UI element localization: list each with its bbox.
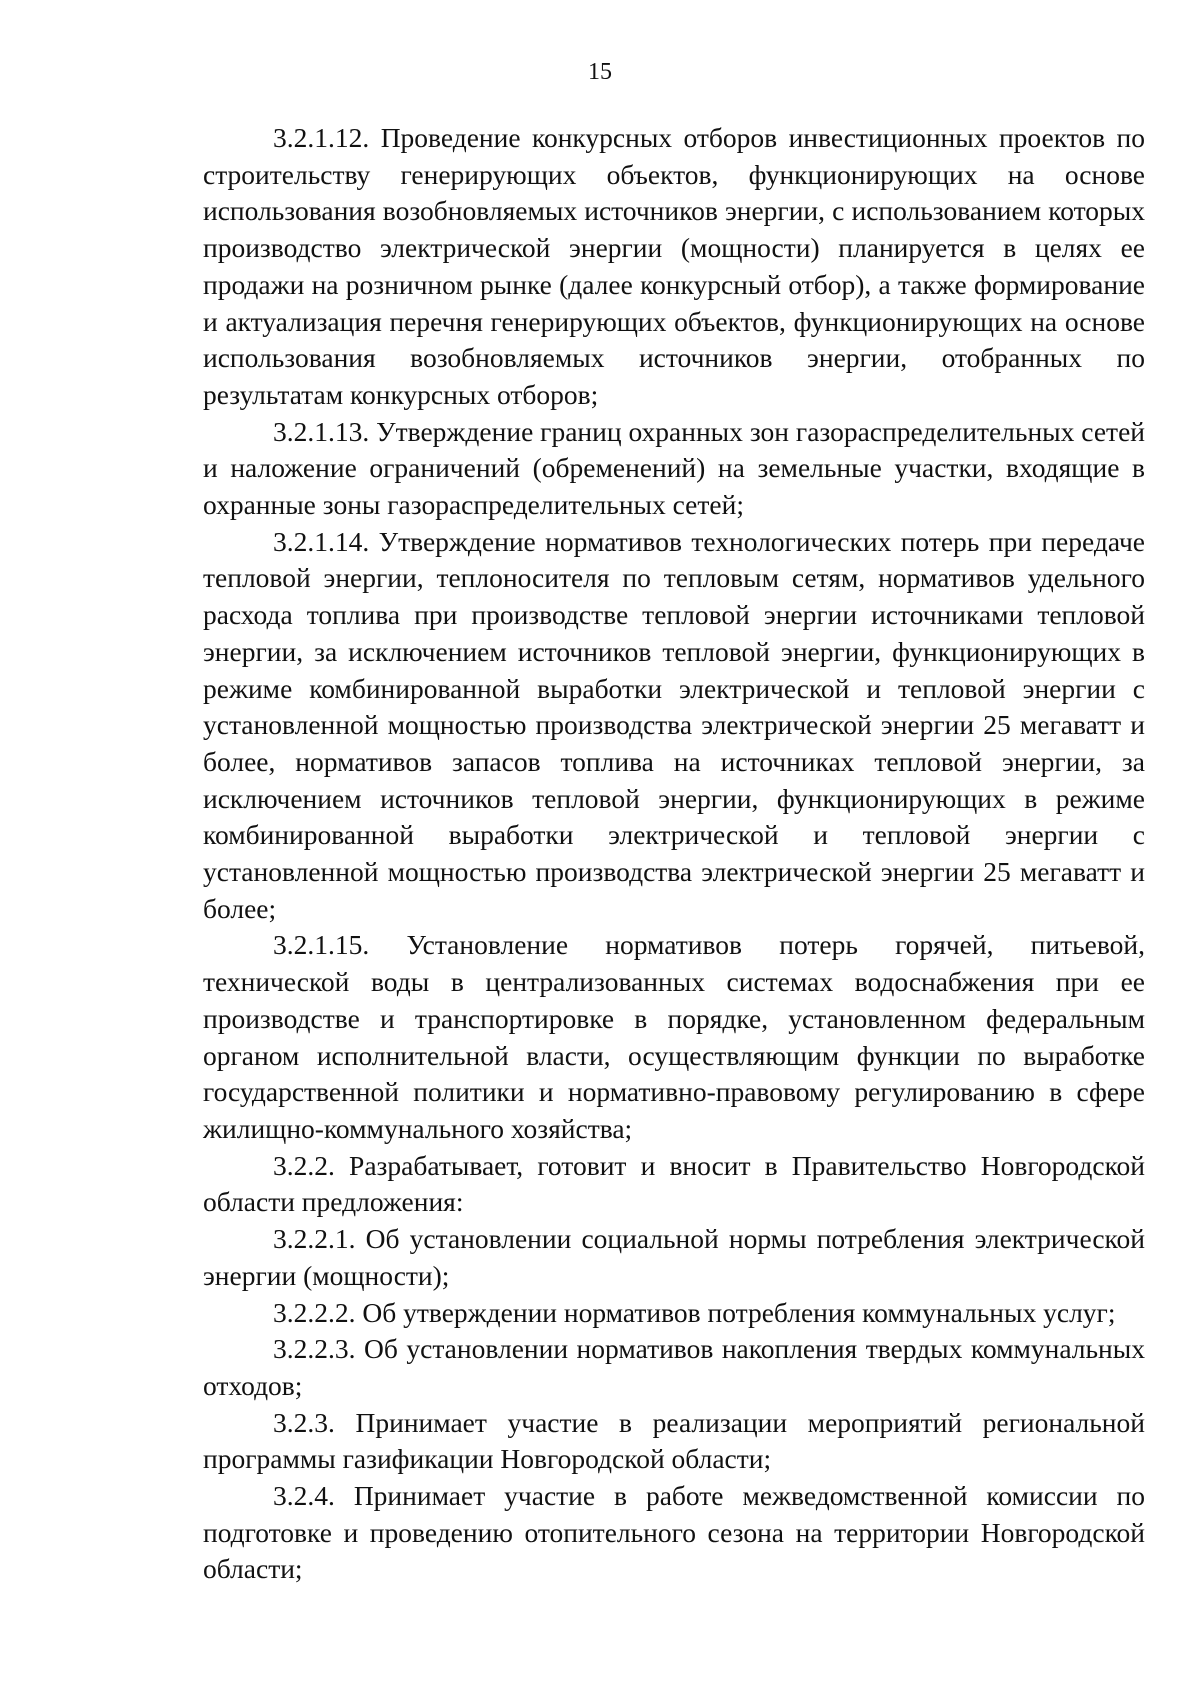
- paragraph-3-2-2-2: 3.2.2.2. Об утверждении нормативов потребления коммунальных услуг;: [273, 1296, 1116, 1328]
- paragraph-3-2-2-1: 3.2.2.1. Об установлении социальной нормы потребления электрической энергии (мощности);: [203, 1223, 1145, 1291]
- paragraph-3-2-1-12: 3.2.1.12. Проведение конкурсных отборов инвестиционных проектов по строительству генерирующих объектов, функционирующих на основе использования возобновляемых источников энергии, с использованием которых производство электрической энергии (мощности) планируется в целях ее продажи на розничном рынке (далее конкурсный отбор), а также формирование и актуализация перечня генерирующих объектов, функционирующих на основе использования возобновляемых источников энергии, отобранных по результатам конкурсных отборов;: [203, 122, 1145, 410]
- paragraph-3-2-1-13: 3.2.1.13. Утверждение границ охранных зон газораспределительных сетей и наложение ограничений (обременений) на земельные участки, входящие в охранные зоны газораспределительных сетей;: [203, 415, 1145, 521]
- page-number: 15: [588, 59, 612, 85]
- paragraph-3-2-2: 3.2.2. Разрабатывает, готовит и вносит в Правительство Новгородской области предложения:: [203, 1149, 1145, 1218]
- document-body: [203, 120, 1145, 1588]
- paragraph-3-2-2-3: 3.2.2.3. Об установлении нормативов накопления твердых коммунальных отходов;: [203, 1333, 1145, 1401]
- paragraph-3-2-1-14: 3.2.1.14. Утверждение нормативов технологических потерь при передаче тепловой энергии, теплоносителя по тепловым сетям, нормативов удельного расхода топлива при производстве тепловой энергии источниками тепловой энергии, за исключением источников тепловой энергии, функционирующих в режиме комбинированной выработки электрической и тепловой энергии с установленной мощностью производства электрической энергии 25 мегаватт и более, нормативов запасов топлива на источниках тепловой энергии, за исключением источников тепловой энергии, функционирующих в режиме комбинированной выработки электрической и тепловой энергии с установленной мощностью производства электрической энергии 25 мегаватт и более;: [203, 525, 1145, 924]
- paragraph-3-2-3: 3.2.3. Принимает участие в реализации мероприятий региональной программы газификации Новгородской области;: [203, 1406, 1145, 1475]
- paragraph-3-2-4: 3.2.4. Принимает участие в работе межведомственной комиссии по подготовке и проведению отопительного сезона на территории Новгородской области;: [203, 1480, 1145, 1585]
- paragraph-3-2-1-15: 3.2.1.15. Установление нормативов потерь горячей, питьевой, технической воды в централизованных системах водоснабжения при ее производстве и транспортировке в порядке, установленном федеральным органом исполнительной власти, осуществляющим функции по выработке государственной политики и нормативно-правовому регулированию в сфере жилищно-коммунального хозяйства;: [203, 929, 1145, 1144]
